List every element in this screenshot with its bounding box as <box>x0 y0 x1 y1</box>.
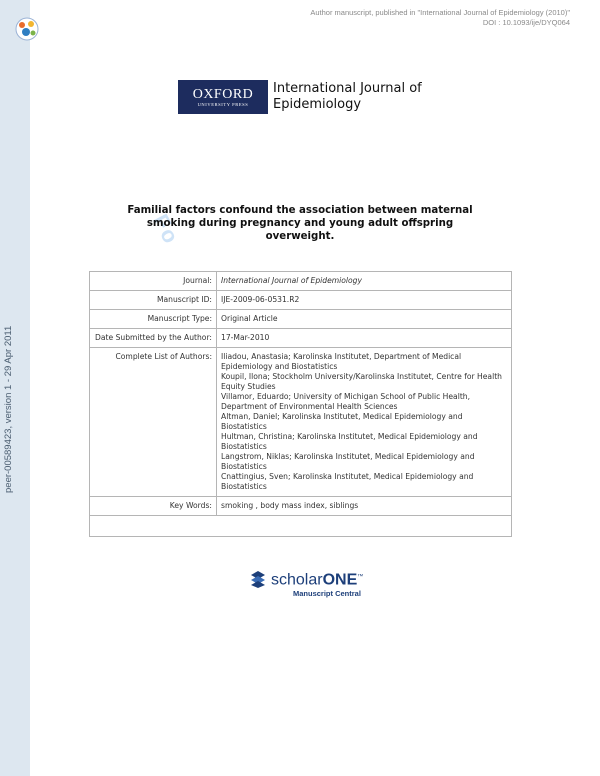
keywords-label: Key Words: <box>90 497 217 516</box>
table-row <box>90 497 512 516</box>
table-row <box>90 348 512 497</box>
scholarone-swoosh-icon <box>248 569 268 589</box>
hal-logo-icon <box>14 16 40 42</box>
manuscript-info-table <box>89 271 512 537</box>
journal-value: International Journal of Epidemiology <box>217 272 512 291</box>
table-row <box>90 291 512 310</box>
trademark: ™ <box>357 574 364 580</box>
keywords-value: smoking , body mass index, siblings <box>217 497 512 516</box>
scholarone-suffix: ONE <box>322 571 358 589</box>
publication-line: Author manuscript, published in "International Journal of Epidemiology (2010)" <box>310 8 570 17</box>
manuscript-type-label: Manuscript Type: <box>90 310 217 329</box>
author-entry: Villamor, Eduardo; University of Michigan School of Public Health, Department of Environmental Health Sciences <box>221 392 471 411</box>
publication-note <box>310 8 570 28</box>
manuscript-central-label: Manuscript Central <box>293 589 361 599</box>
scholarone-wordmark <box>271 568 363 589</box>
date-submitted-value: 17-Mar-2010 <box>217 329 512 348</box>
journal-header <box>178 80 422 114</box>
empty-cell <box>90 516 512 537</box>
authors-label: Complete List of Authors: <box>90 348 217 497</box>
title-line3: overweight. <box>265 231 335 242</box>
table-row <box>90 329 512 348</box>
journal-name-line2: Epidemiology <box>273 97 362 112</box>
doi-line: DOI : 10.1093/ije/DYQ064 <box>482 18 570 27</box>
archive-stamp: peer-00589423, version 1 - 29 Apr 2011 <box>3 325 14 493</box>
title-line2: smoking during pregnancy and young adult offspring <box>146 218 454 229</box>
author-entry: Iliadou, Anastasia; Karolinska Institutet, Department of Medical Epidemiology and Biostatistics <box>221 352 462 371</box>
article-title <box>110 204 490 243</box>
date-submitted-label: Date Submitted by the Author: <box>90 329 217 348</box>
watermark: Fo <box>147 210 185 250</box>
author-entry: Koupil, Ilona; Stockholm University/Karolinska Institutet, Centre for Health Equity Studies <box>221 372 502 391</box>
author-entry: Langstrom, Niklas; Karolinska Institutet, Medical Epidemiology and Biostatistics <box>221 452 475 471</box>
journal-name <box>273 81 422 113</box>
journal-label: Journal: <box>90 272 217 291</box>
title-line1: Familial factors confound the association between maternal <box>127 205 473 216</box>
scholarone-prefix: scholar <box>271 571 323 589</box>
manuscript-id-label: Manuscript ID: <box>90 291 217 310</box>
author-entry: Cnattingius, Sven; Karolinska Institutet, Medical Epidemiology and Biostatistics <box>221 472 474 491</box>
author-entry: Hultman, Christina; Karolinska Institutet, Medical Epidemiology and Biostatistics <box>221 432 478 451</box>
table-row <box>90 516 512 537</box>
oxford-logo-text: OXFORD <box>192 86 254 102</box>
table-row <box>90 272 512 291</box>
oxford-logo-subtext: UNIVERSITY PRESS <box>197 101 249 107</box>
journal-name-line1: International Journal of <box>273 81 422 96</box>
table-row <box>90 310 512 329</box>
oxford-logo <box>178 80 268 114</box>
authors-list <box>217 348 512 497</box>
manuscript-type-value: Original Article <box>217 310 512 329</box>
manuscript-id-value: IJE-2009-06-0531.R2 <box>217 291 512 310</box>
scholarone-logo <box>248 568 363 598</box>
author-entry: Altman, Daniel; Karolinska Institutet, Medical Epidemiology and Biostatistics <box>221 412 463 431</box>
